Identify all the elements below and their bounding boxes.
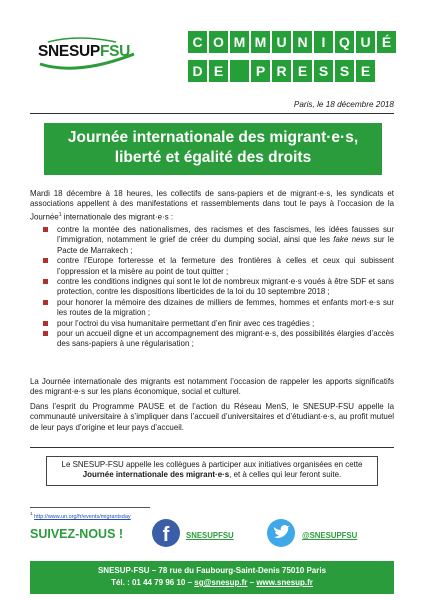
callout-box xyxy=(46,456,378,486)
snesup-fsu-logo xyxy=(38,36,148,76)
letter-tile: S xyxy=(335,60,354,82)
letter-tile: I xyxy=(314,31,333,53)
list-item: contre les conditions indignes qui sont le lot de nombreux migrant·e·s voués à être SDF et sans protection, contre les dispositions liberticides de la loi du 10 septembre 2018 ; xyxy=(42,277,394,298)
callout-divider xyxy=(30,447,394,448)
letter-tile xyxy=(230,60,249,82)
list-item: pour l’octroi du visa humanitaire permettant d’en finir avec ces tragédies ; xyxy=(42,319,394,329)
footer-contact xyxy=(30,561,394,594)
bullet-square-icon xyxy=(43,279,48,284)
title-line-2: liberté et égalité des droits xyxy=(114,149,312,166)
bullet-square-icon xyxy=(43,227,48,232)
header-divider xyxy=(30,113,394,114)
callout-line-2: Journée internationale des migrant·e·s, et à celles qui leur feront suite. xyxy=(82,470,342,480)
letter-tile: S xyxy=(314,60,333,82)
letter-tile: U xyxy=(356,31,375,53)
list-item: pour un accueil digne et un accompagnement des migrant·e·s, des possibilités élargies d’accès des sans-papiers à une régularisation ; xyxy=(42,329,394,350)
svg-text:f: f xyxy=(162,524,170,546)
footer-contact-line: Tél. : 01 44 79 96 10 – sg@snesup.fr – www.snesup.fr xyxy=(111,578,313,587)
footnote-divider xyxy=(30,507,150,508)
facebook-icon[interactable] xyxy=(151,518,181,548)
paragraph-pause-programme: Dans l’esprit du Programme PAUSE et de l’action du Réseau MenS, le SNESUP-FSU appelle la communauté universitaire à s’impliquer dans l’accueil d’universitaires et d’étudiant·e·s, au profit mutuel de leur pays d’origine et leur pays d’accueil. xyxy=(30,402,394,432)
bullet-square-icon xyxy=(43,321,48,326)
letter-tile: R xyxy=(272,60,291,82)
letter-tile: O xyxy=(209,31,228,53)
list-item: contre la montée des nationalismes, des racismes et des fascismes, les idées fausses sur l’immigration, notamment le grief de créer du dumping social, ainsi que les fake news sur le Pacte de Marrakech ; xyxy=(42,225,394,256)
twitter-link[interactable]: @SNESUPFSU xyxy=(302,531,358,540)
letter-tile: P xyxy=(251,60,270,82)
de-presse-row xyxy=(188,60,396,82)
dateline: Paris, le 18 décembre 2018 xyxy=(293,100,394,109)
title-banner xyxy=(44,123,382,175)
letter-tile: U xyxy=(272,31,291,53)
letter-tile: E xyxy=(293,60,312,82)
list-item: contre l’Europe forteresse et la fermeture des frontières à celles et ceux qui subissent l’oppression et la misère au point de tout quitter ; xyxy=(42,256,394,277)
paragraph-contributions: La Journée internationale des migrants est notamment l’occasion de rappeler les apports significatifs des migrant·e·s sur les plans économique, social et culturel. xyxy=(30,377,394,397)
letter-tile: M xyxy=(230,31,249,53)
demands-list xyxy=(42,225,394,350)
communique-de-presse-heading xyxy=(188,31,396,89)
bullet-square-icon xyxy=(43,300,48,305)
footer-address: SNESUP-FSU – 78 rue du Faubourg-Saint-Denis 75010 Paris xyxy=(97,566,327,575)
footnote-marker: 1 xyxy=(58,211,62,218)
letter-tile: E xyxy=(356,60,375,82)
list-item: pour honorer la mémoire des dizaines de milliers de femmes, hommes et enfants mort·e·s sur les routes de la migration ; xyxy=(42,298,394,319)
email-link[interactable]: sg@snesup.fr xyxy=(194,578,248,587)
website-link[interactable]: www.snesup.fr xyxy=(256,578,313,587)
intro-paragraph: Mardi 18 décembre à 18 heures, les collectifs de sans-papiers et de migrant·e·s, les syndicats et associations appellent à des manifestations et rassemblements dans tout le pays à l’occasion de la Journée$^1$ internationale des migrant·e·s : xyxy=(30,189,394,222)
follow-us-label: SUIVEZ-NOUS ! xyxy=(30,527,124,541)
letter-tile: N xyxy=(293,31,312,53)
logo-wordmark: SNESUPFSU xyxy=(38,43,131,60)
bullet-square-icon xyxy=(43,331,48,336)
title-line-1: Journée internationale des migrant·e·s, xyxy=(67,129,359,146)
letter-tile: C xyxy=(188,31,207,53)
footnote: $^1$ http://www.un.org/fr/events/migrantsday xyxy=(30,511,131,520)
letter-tile: É xyxy=(377,31,396,53)
twitter-icon[interactable] xyxy=(266,518,296,548)
callout-line-1: Le SNESUP-FSU appelle les collègues à participer aux initiatives organisées en cette xyxy=(61,460,363,469)
facebook-link[interactable]: SNESUPFSU xyxy=(186,531,234,540)
footnote-link[interactable]: http://www.un.org/fr/events/migrantsday xyxy=(34,513,131,520)
letter-tile: E xyxy=(209,60,228,82)
letter-tile: Q xyxy=(335,31,354,53)
bullet-square-icon xyxy=(43,258,48,263)
communique-row xyxy=(188,31,396,53)
letter-tile: M xyxy=(251,31,270,53)
letter-tile: D xyxy=(188,60,207,82)
